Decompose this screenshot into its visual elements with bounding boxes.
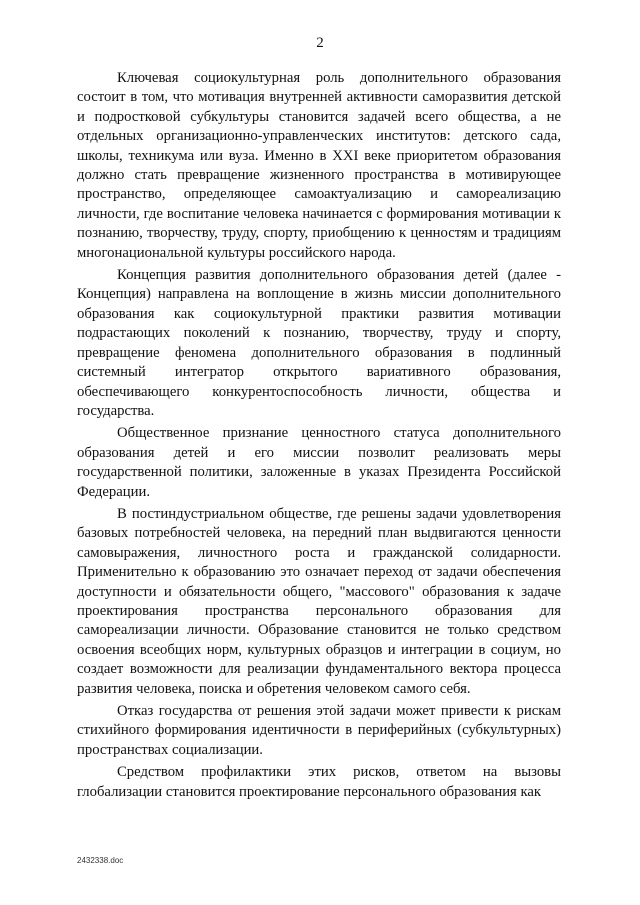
paragraph-4: В постиндустриальном обществе, где решены задачи удовлетворения базовых потребностей человека, на передний план выдвигаются ценности самовыражения, личностного роста и гражданской солидарности. Применительно к образованию это означает переход от задачи обеспечения доступности и обязательности общего, "массового" образования к задаче проектирования пространства персонального образования для самореализации личности. Образование становится не только средством освоения всеобщих норм, культурных образцов и интеграции в социум, но создает возможности для реализации фундаментального вектора процесса развития человека, поиска и обретения человеком самого себя. xyxy=(77,505,561,697)
document-body xyxy=(77,69,561,805)
paragraph-3: Общественное признание ценностного статуса дополнительного образования детей и его миссии позволит реализовать меры государственной политики, заложенные в указах Президента Российской Федерации. xyxy=(77,425,561,500)
paragraph-1: Ключевая социокультурная роль дополнительного образования состоит в том, что мотивация внутренней активности саморазвития детской и подростковой субкультуры становится задачей всего общества, а не отдельных организационно-управленческих институтов: детского сада, школы, техникума или вуза. Именно в XXI веке приоритетом образования должно стать превращение жизненного пространства в мотивирующее пространство, определяющее самоактуализацию и самореализацию личности, где воспитание человека начинается с формирования мотивации к познанию, творчеству, труду, спорту, приобщению к ценностям и традициям многонациональной культуры российского народа. xyxy=(77,70,561,261)
paragraph-6: Средством профилактики этих рисков, ответом на вызовы глобализации становится проектирование персонального образования как xyxy=(77,764,561,800)
paragraph-5: Отказ государства от решения этой задачи может привести к рискам стихийного формирования идентичности в периферийных (субкультурных) пространствах социализации. xyxy=(77,703,561,758)
page-number: 2 xyxy=(316,35,324,51)
paragraph-2: Концепция развития дополнительного образования детей (далее - Концепция) направлена на воплощение в жизнь миссии дополнительного образования как социокультурной практики развития мотивации подрастающих поколений к познанию, творчеству, труду и спорту, превращение феномена дополнительного образования в подлинный системный интегратор открытого вариативного образования, обеспечивающего конкурентоспособность личности, общества и государства. xyxy=(77,267,561,419)
footer-filename: 2432338.doc xyxy=(77,856,124,865)
